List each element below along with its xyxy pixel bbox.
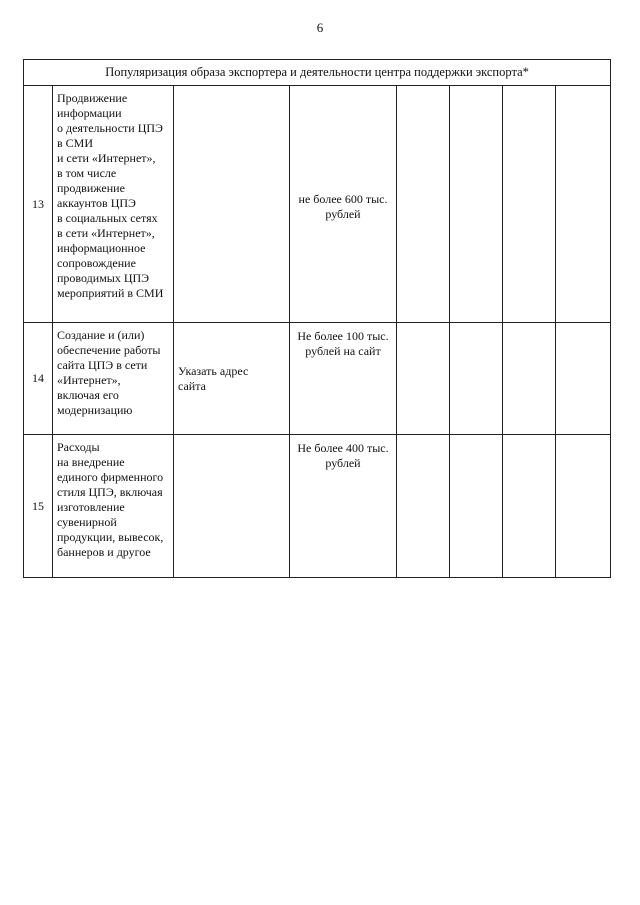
- row-number: 15: [24, 435, 53, 578]
- row-description: Создание и (или) обеспечение работы сайта ЦПЭ в сети «Интернет», включая его модернизацию: [53, 323, 174, 435]
- section-title: Популяризация образа экспортера и деятельности центра поддержки экспорта*: [24, 60, 611, 86]
- table-row: [24, 86, 611, 323]
- empty-cell: [397, 323, 450, 435]
- table-row: [24, 435, 611, 578]
- cost-table: [23, 59, 611, 578]
- row-number: 14: [24, 323, 53, 435]
- row-description: Расходы на внедрение единого фирменного стиля ЦПЭ, включая изготовление сувенирной продукции, вывесок, баннеров и другое: [53, 435, 174, 578]
- empty-cell: [503, 435, 556, 578]
- empty-cell: [503, 86, 556, 323]
- page-number: 6: [316, 20, 324, 35]
- row-cost: Не более 400 тыс. рублей: [290, 435, 397, 578]
- empty-cell: [397, 435, 450, 578]
- empty-cell: [450, 435, 503, 578]
- empty-cell: [556, 435, 611, 578]
- empty-cell: [397, 86, 450, 323]
- empty-cell: [556, 86, 611, 323]
- table-row: [24, 323, 611, 435]
- row-note: Указать адрес сайта: [174, 323, 290, 435]
- empty-cell: [450, 323, 503, 435]
- row-number: 13: [24, 86, 53, 323]
- row-cost: Не более 100 тыс. рублей на сайт: [290, 323, 397, 435]
- row-note: [174, 86, 290, 323]
- empty-cell: [503, 323, 556, 435]
- row-description: Продвижение информации о деятельности ЦПЭ в СМИ и сети «Интернет», в том числе продвижение аккаунтов ЦПЭ в социальных сетях в сети «Интернет», информационное сопровождение проводимых ЦПЭ мероприятий в СМИ: [53, 86, 174, 323]
- section-header-row: [24, 60, 611, 86]
- row-note: [174, 435, 290, 578]
- empty-cell: [450, 86, 503, 323]
- empty-cell: [556, 323, 611, 435]
- row-cost: не более 600 тыс. рублей: [290, 86, 397, 323]
